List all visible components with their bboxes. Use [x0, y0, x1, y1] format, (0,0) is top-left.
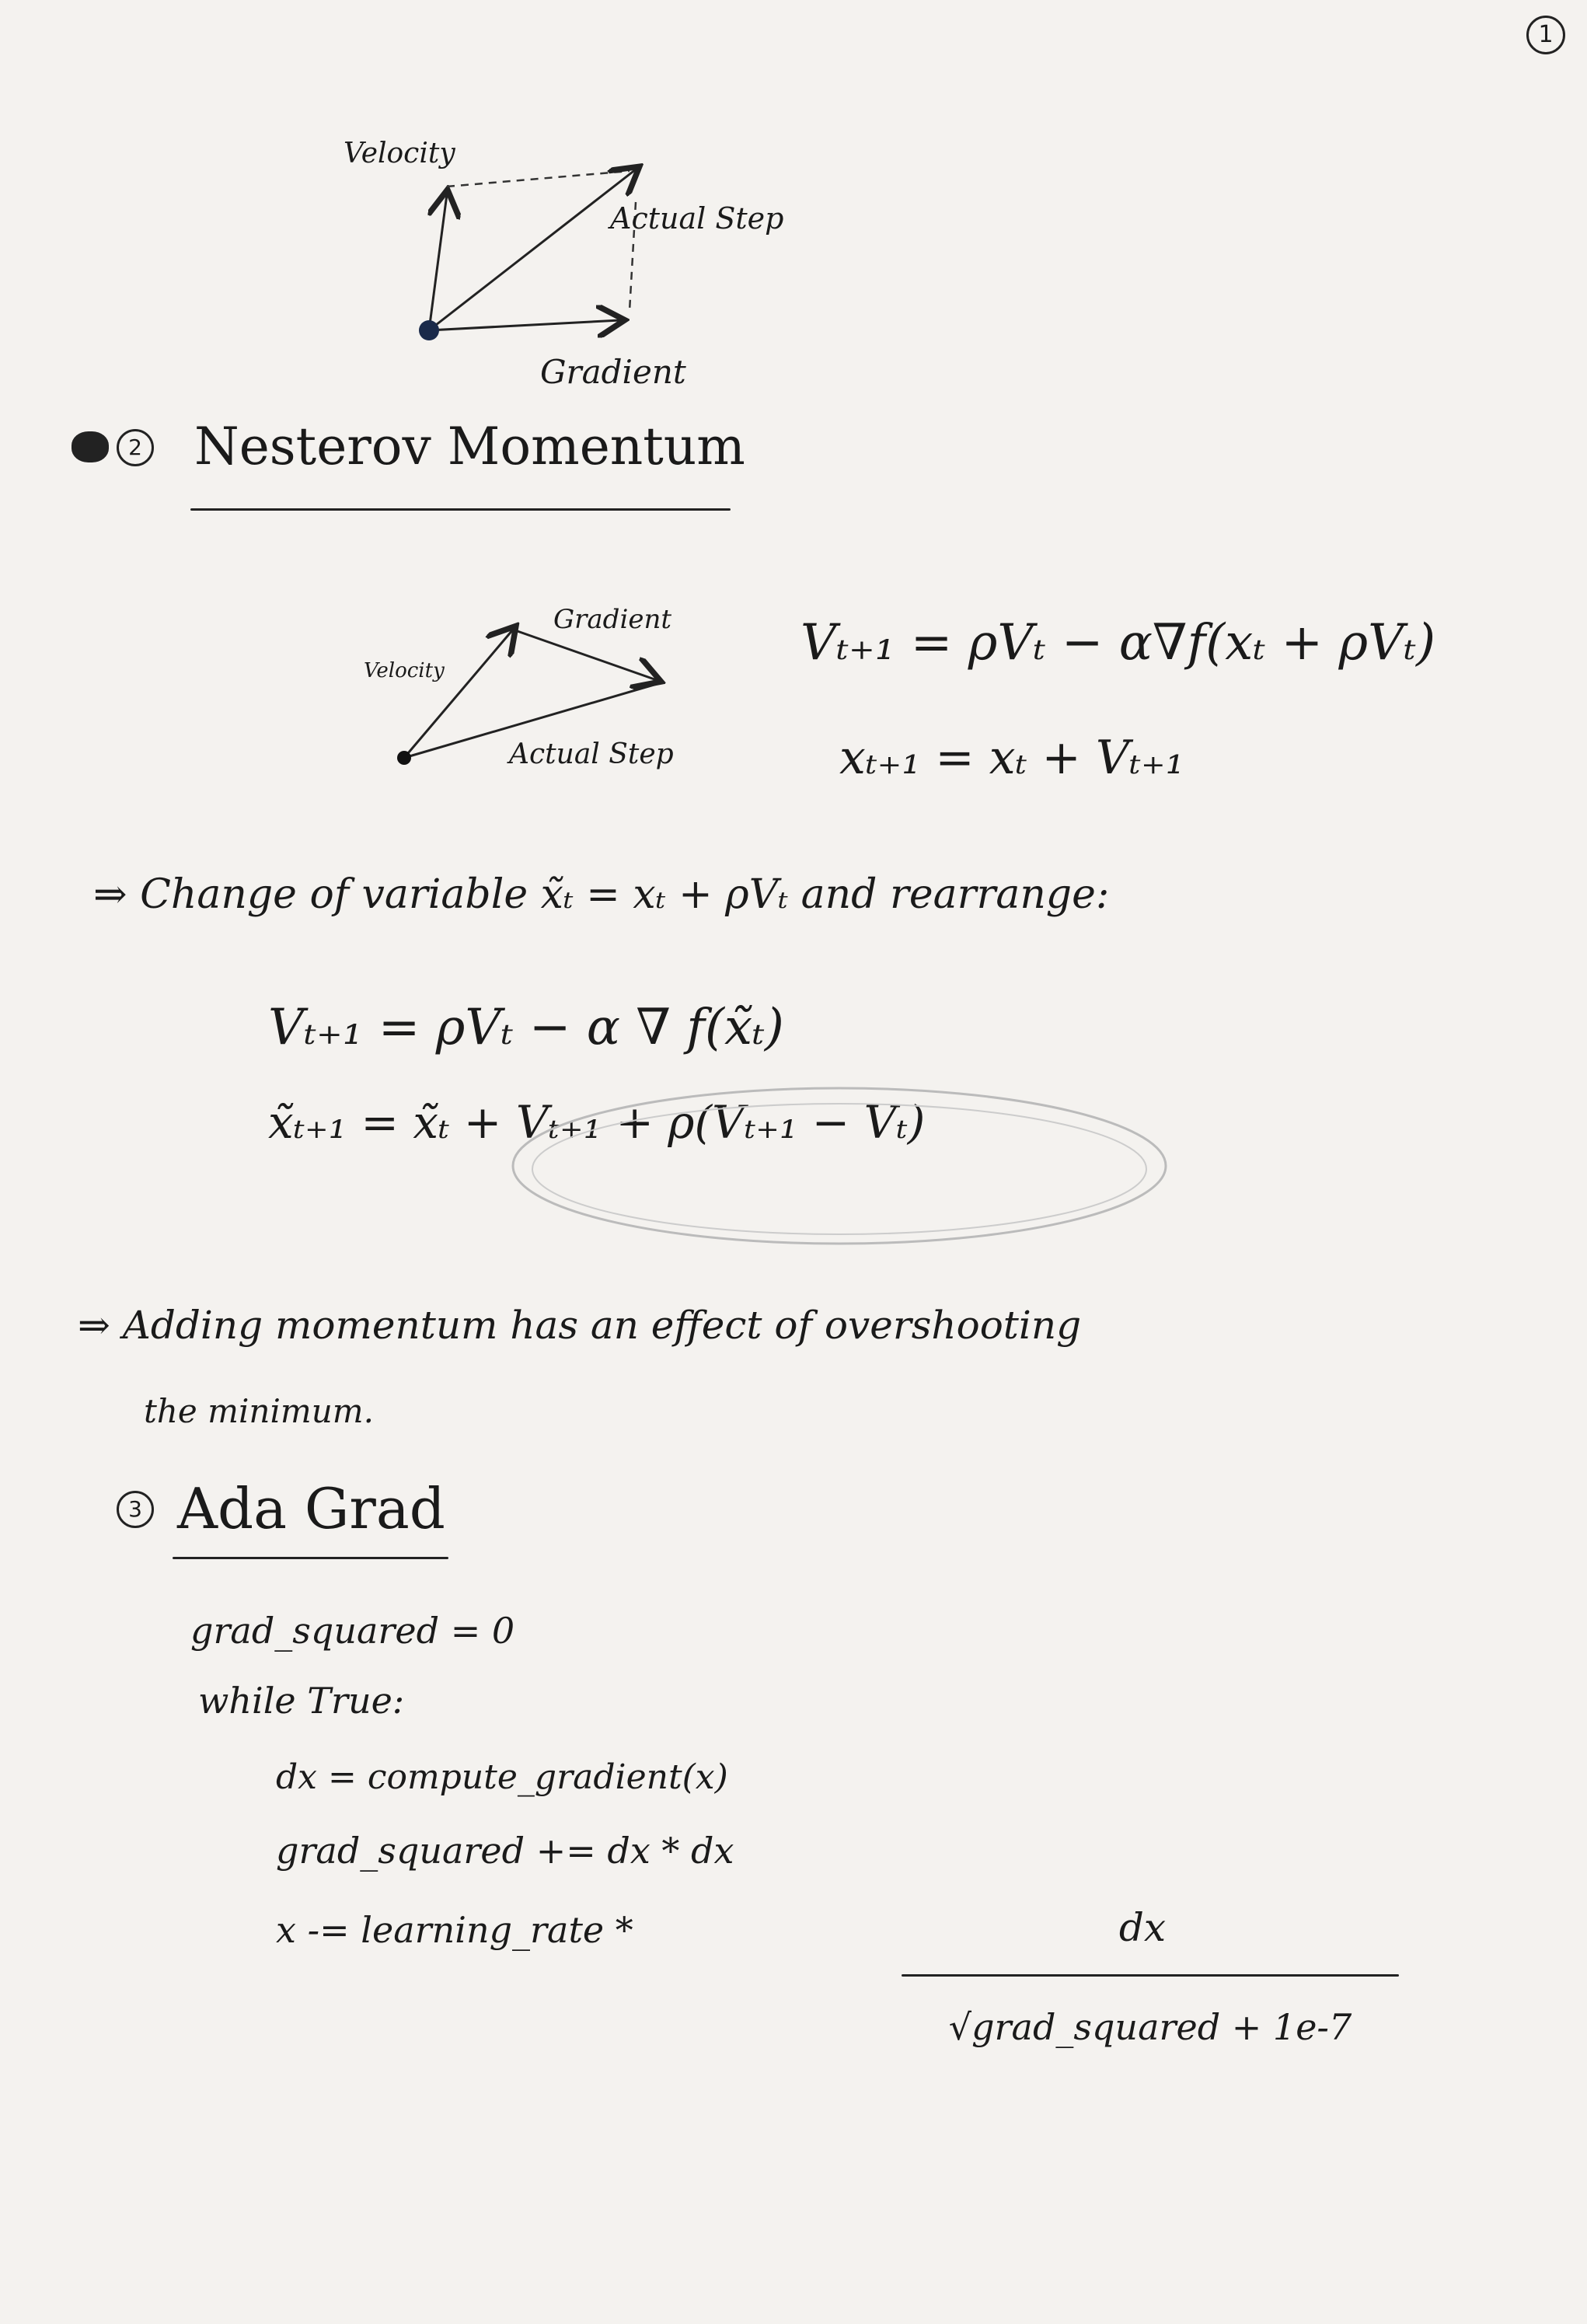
momentum-gradient-label: Gradient — [540, 353, 686, 391]
origin-dot — [419, 320, 439, 340]
rearranged-velocity-update: Vₜ₊₁ = ρVₜ − α ∇ f(x̃ₜ) — [268, 999, 784, 1056]
adagrad-code-line-2: while True: — [198, 1680, 405, 1722]
change-of-variable-text: ⇒ Change of variable x̃ₜ = xₜ + ρVₜ and rearrange: — [93, 871, 1110, 918]
nesterov-velocity-label: Velocity — [364, 659, 445, 682]
nesterov-gradient-arrow — [513, 630, 657, 680]
section-3-number: 3 — [128, 1496, 142, 1522]
nesterov-origin-dot — [397, 751, 411, 765]
overshooting-note-line1: ⇒ Adding momentum has an effect of overshooting — [78, 1303, 1082, 1348]
momentum-actual-step-label: Actual Step — [610, 201, 784, 236]
section-2-number: 2 — [128, 434, 142, 460]
adagrad-code-line-3: dx = compute_gradient(x) — [276, 1757, 728, 1797]
nesterov-gradient-label: Gradient — [553, 604, 672, 635]
adagrad-code-line-1: grad_squared = 0 — [190, 1610, 515, 1652]
nesterov-actual-step-label: Actual Step — [509, 738, 674, 770]
section-3-badge — [117, 1491, 154, 1528]
adagrad-code-line-5: x -= learning_rate * — [276, 1909, 633, 1951]
nesterov-velocity-arrow — [404, 630, 513, 758]
page-number-badge — [1526, 16, 1565, 54]
adagrad-code-line-4: grad_squared += dx * dx — [276, 1830, 734, 1872]
section-2-badge — [117, 429, 154, 466]
overshooting-note-line2: the minimum. — [144, 1392, 374, 1430]
nesterov-velocity-update: Vₜ₊₁ = ρVₜ − α∇f(xₜ + ρVₜ) — [800, 614, 1436, 672]
fraction-numerator: dx — [1118, 1905, 1167, 1950]
page-number: 1 — [1538, 21, 1554, 48]
actual-step-arrow — [429, 169, 636, 330]
nesterov-heading-underline — [190, 508, 731, 511]
velocity-arrow — [429, 194, 447, 330]
momentum-velocity-label: Velocity — [344, 138, 455, 169]
nesterov-heading: Nesterov Momentum — [194, 417, 745, 476]
highlight-loop — [497, 1073, 1181, 1259]
ink-blot — [72, 431, 109, 462]
fraction-denominator: √grad_squared + 1e-7 — [948, 2006, 1352, 2048]
momentum-vector-diagram — [389, 148, 684, 350]
adagrad-heading-underline — [173, 1557, 448, 1559]
velocity-dash — [447, 171, 630, 187]
rearranged-position-update: x̃ₜ₊₁ = x̃ₜ + Vₜ₊₁ + ρ(Vₜ₊₁ − Vₜ) — [268, 1096, 926, 1149]
fraction-bar — [902, 1974, 1399, 1977]
nesterov-position-update: xₜ₊₁ = xₜ + Vₜ₊₁ — [839, 731, 1184, 785]
gradient-arrow — [429, 320, 620, 330]
adagrad-heading: Ada Grad — [177, 1476, 445, 1541]
